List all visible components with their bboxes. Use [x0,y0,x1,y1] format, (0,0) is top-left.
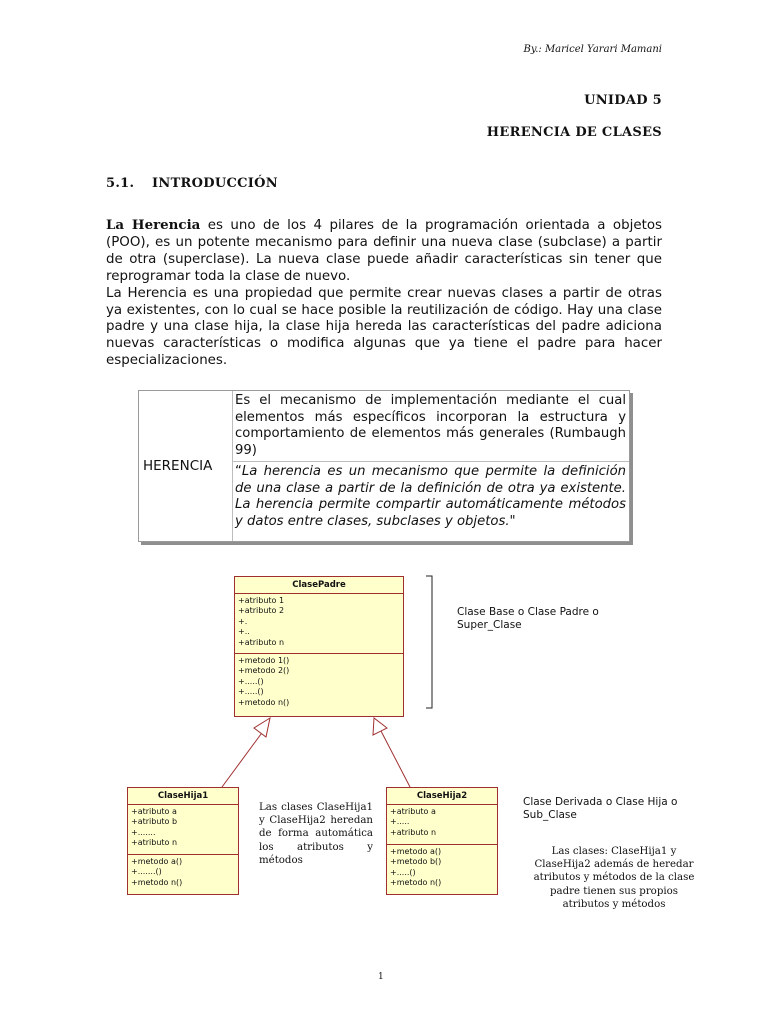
parent-bracket [426,576,432,708]
uml-class-child2 [386,787,498,895]
parent-methods [235,654,403,710]
topic-title: HERENCIA DE CLASES [486,125,662,140]
definition-quote: La herencia es un mecanismo que permite la definición de una clase a partir de la definición de otra ya existente. La herencia permite compartir automáticamente métodos y datos entre clases, subclases y objetos. [235,464,626,529]
attribute: +atributo a [131,807,177,816]
quote-open: “ [235,464,242,479]
attribute: +atributo b [131,817,178,827]
method: +metodo b() [390,857,442,867]
author-line: By.: Maricel Yarari Mamani [523,44,662,55]
herencia-term: La Herencia [106,217,201,233]
method: +.....() [238,687,264,697]
method: +metodo n() [131,877,183,887]
attribute: +. [238,616,248,626]
unit-title: UNIDAD 5 [584,93,662,108]
parent-class-name: ClasePadre [235,577,403,594]
method: +.....() [390,867,416,877]
attribute: +.. [238,627,250,637]
attribute: +atributo n [390,827,437,837]
attribute: +atributo 2 [238,606,285,616]
child2-methods [387,845,497,891]
child2-class-name: ClaseHija2 [387,788,497,805]
definition-term: HERENCIA [139,391,233,541]
uml-class-parent [234,576,404,717]
attribute: +atributo 1 [238,596,285,605]
definition-cell-1: Es el mecanismo de implementación mediante el cual elementos más específicos incorporan la estructura y comportamiento de elementos más generales (Rumbaugh 99) [233,391,630,462]
method: +metodo 1() [238,656,290,665]
section-title: INTRODUCCIÓN [152,176,278,191]
attribute: +atributo n [238,637,285,647]
method: +metodo n() [390,878,442,888]
child1-attributes [128,805,238,855]
quote-close: " [509,513,516,529]
child2-attributes [387,805,497,845]
method: +metodo n() [238,697,290,707]
inherit-line-child2 [381,731,410,787]
child-class-label: Clase Derivada o Clase Hija o Sub_Clase [523,796,678,822]
inherit-arrow-child2 [373,718,387,735]
paragraph-1-text: es uno de los 4 pilares de la programación orientada a objetos (POO), es un potente mecanismo para definir una nueva clase (subclase) a partir de otra (superclase). La nueva clase puede añadir características sin tener que reprogramar toda la clase de nuevo. [106,218,662,284]
attribute: +atributo n [131,838,178,848]
attribute: +....... [131,827,156,837]
method: +metodo 2() [238,666,290,676]
own-members-note: Las clases: ClaseHija1 y ClaseHija2 además de heredar atributos y métodos de la clase padre tienen sus propios atributos y métodos [533,846,695,910]
inheritance-note: Las clases ClaseHija1 y ClaseHija2 heredan de forma automática los atributos y métodos [259,802,373,866]
method: +.......() [131,867,162,877]
method: +metodo a() [131,857,183,866]
inherit-arrow-child1 [254,718,270,737]
child1-methods [128,855,238,890]
intro-paragraph-2: La Herencia es una propiedad que permite crear nuevas clases a partir de otras ya existentes, con lo cual se hace posible la reutilización de código. Hay una clase padre y una clase hija, la clase hija hereda las características del padre adiciona nuevas características o modifica algunas que ya tiene el padre para hacer especializaciones. [106,285,662,369]
attribute: +atributo a [390,807,436,816]
page-number: 1 [378,972,384,982]
parent-class-label: Clase Base o Clase Padre o Super_Clase [457,606,599,632]
attribute: +..... [390,817,410,827]
method: +.....() [238,676,264,686]
inherit-line-child1 [222,730,264,787]
section-number: 5.1. [106,176,135,191]
method: +metodo a() [390,847,442,856]
uml-class-child1 [127,787,239,895]
child1-class-name: ClaseHija1 [128,788,238,805]
parent-attributes [235,594,403,654]
